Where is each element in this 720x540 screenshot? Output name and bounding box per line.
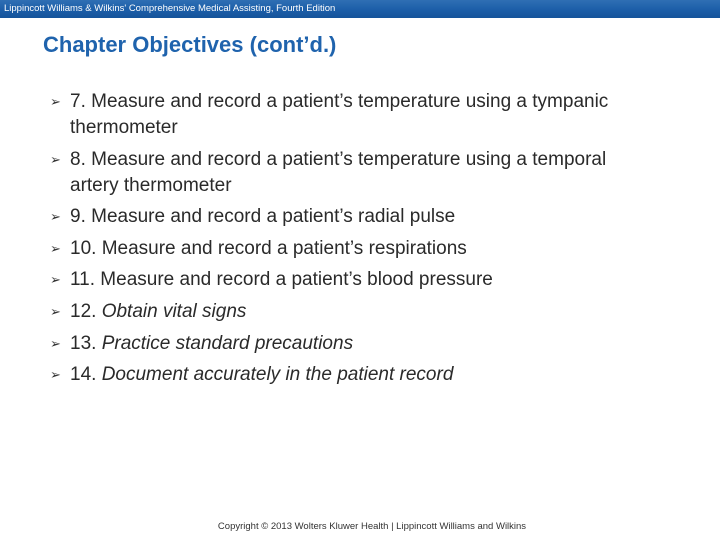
arrow-bullet-icon: ➢ xyxy=(50,209,61,225)
objective-text: Measure and record a patient’s temperature using a temporal artery thermometer xyxy=(70,148,607,196)
objective-text: Measure and record a patient’s blood pressure xyxy=(100,269,493,291)
objective-item xyxy=(48,362,628,388)
objective-number: 11. xyxy=(70,269,96,291)
top-banner xyxy=(0,0,720,18)
objective-text: Measure and record a patient’s respirations xyxy=(101,237,467,259)
arrow-bullet-icon: ➢ xyxy=(50,367,61,383)
arrow-bullet-icon: ➢ xyxy=(50,272,61,288)
objective-number: 7. xyxy=(70,91,86,112)
slide-title: Chapter Objectives (cont’d.) xyxy=(43,32,337,57)
objective-item xyxy=(48,204,628,230)
objective-number: 9. xyxy=(70,206,86,228)
objective-text: Obtain vital signs xyxy=(101,300,247,322)
objective-text: Document accurately in the patient record xyxy=(101,364,454,386)
objective-number: 14. xyxy=(70,364,97,386)
objective-item xyxy=(48,267,628,293)
objective-number: 13. xyxy=(70,332,97,354)
objective-number: 8. xyxy=(70,148,86,170)
objective-text: Measure and record a patient’s radial pulse xyxy=(91,206,456,228)
arrow-bullet-icon: ➢ xyxy=(50,151,61,167)
arrow-bullet-icon: ➢ xyxy=(50,335,61,351)
objectives-list xyxy=(48,89,628,394)
objective-item xyxy=(48,147,628,199)
banner-text: Lippincott Williams & Wilkins' Comprehensive Medical Assisting, Fourth Edition xyxy=(4,3,336,14)
arrow-bullet-icon: ➢ xyxy=(50,240,61,256)
objective-item xyxy=(48,236,628,262)
objective-item xyxy=(48,299,628,325)
objective-item xyxy=(48,89,628,141)
objective-text: Practice standard precautions xyxy=(101,332,354,354)
objective-text: Measure and record a patient’s temperature using a tympanic thermometer xyxy=(70,91,609,138)
arrow-bullet-icon: ➢ xyxy=(50,303,61,319)
objective-number: 10. xyxy=(70,237,97,259)
arrow-bullet-icon: ➢ xyxy=(50,94,61,109)
objective-number: 12. xyxy=(70,300,97,322)
copyright-footer: Copyright © 2013 Wolters Kluwer Health | Lippincott Williams and Wilkins xyxy=(217,521,527,532)
objective-item xyxy=(48,331,628,357)
